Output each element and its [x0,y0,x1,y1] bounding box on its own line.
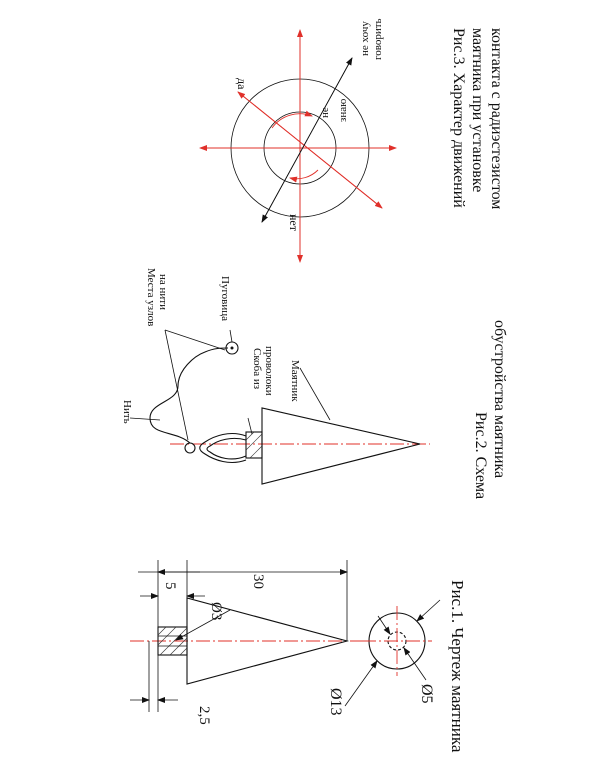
fig2-caption-1: Рис.2. Схема [472,412,489,500]
fig3-label-dont-want-1: не хочу [359,21,371,56]
fig2-label-bracket-1: Скоба из [251,348,263,390]
fig2-label-bracket-2: проволоки [263,346,275,396]
fig3-caption-1: Рис.3. Характер движений [450,28,467,208]
fig2-label-button: Пуговица [219,276,231,322]
fig1-dim-diam13: Ø13 [327,688,344,716]
fig3-caption-2: маятника при установке [469,28,486,193]
fig3-label-dont-know-1: не [319,107,331,118]
fig3-caption-3: контакта с радиэстезистом [488,28,505,210]
fig2-label-knots-2: на нити [157,274,169,310]
fig2-caption-2: обустройства маятника [491,320,508,479]
fig1-caption: Рис.1. Чертеж маятника [448,580,467,753]
fig1-dim-diam3: Ø3 [208,602,224,621]
fig3-movement-diagram [200,18,396,262]
fig2-label-pendulum: Маятник [289,360,301,402]
fig2-label-thread: Нить [121,400,133,424]
fig1-dim-2-5: 2,5 [196,706,212,725]
fig2-cone [262,408,420,484]
fig2-pendulum-scheme [121,268,430,484]
fig1-dim-diam5: Ø5 [418,684,435,704]
fig2-label-knots-1: Места узлов [145,268,157,327]
fig1-pendulum-drawing [130,560,440,725]
fig1-dim-5: 5 [162,582,178,590]
fig3-label-no: нет [287,214,301,231]
fig2-thread [150,348,228,443]
fig3-label-dont-know-2: знаю [337,98,349,122]
fig3-label-dont-want-2: говорить [372,18,384,60]
fig1-dim-30: 30 [250,574,266,589]
fig3-label-yes: да [235,78,249,90]
